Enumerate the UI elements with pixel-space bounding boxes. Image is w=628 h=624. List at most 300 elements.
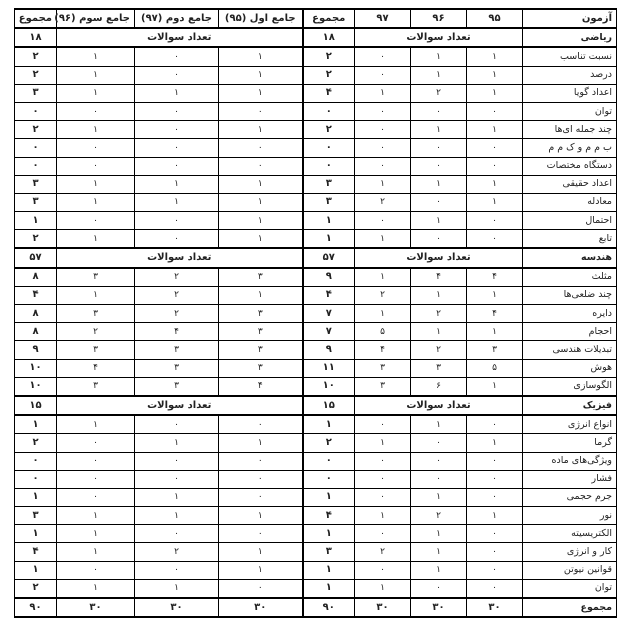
table-row <box>15 434 617 452</box>
topic-label: اعداد گویا <box>523 84 617 102</box>
value-96: ۰ <box>411 193 467 211</box>
value-96: ۱ <box>411 175 467 193</box>
header-96: ۹۶ <box>411 9 467 28</box>
value-comprehensive-2: ۱ <box>135 193 219 211</box>
value-95: ۴ <box>467 305 523 323</box>
topic-label: چند ضلعی‌ها <box>523 286 617 304</box>
topic-label: ب م م و ک م م <box>523 139 617 157</box>
value-comprehensive-3: ۰ <box>57 488 135 506</box>
value-95: ۰ <box>467 212 523 230</box>
table-row <box>15 470 617 488</box>
exam-analysis-table-container <box>14 8 616 618</box>
value-comprehensive-3: ۱ <box>57 543 135 561</box>
value-95: ۱ <box>467 323 523 341</box>
value-comprehensive-1: ۰ <box>219 157 303 175</box>
topic-label: توان <box>523 579 617 598</box>
topic-label: گرما <box>523 434 617 452</box>
row-sum-2: ۱ <box>15 488 57 506</box>
section-sum-2: ۱۵ <box>15 396 57 415</box>
value-comprehensive-2: ۴ <box>135 323 219 341</box>
value-comprehensive-3: ۱ <box>57 579 135 598</box>
value-95: ۳ <box>467 341 523 359</box>
row-sum-1: ۹ <box>303 341 355 359</box>
value-comprehensive-2: ۱ <box>135 507 219 525</box>
value-95: ۰ <box>467 488 523 506</box>
value-comprehensive-2: ۰ <box>135 561 219 579</box>
value-97: ۲ <box>355 286 411 304</box>
row-sum-2: ۴ <box>15 543 57 561</box>
total-96: ۳۰ <box>411 598 467 617</box>
row-sum-1: ۳ <box>303 175 355 193</box>
section-sum-2: ۱۸ <box>15 28 57 47</box>
value-97: ۰ <box>355 121 411 139</box>
table-row <box>15 323 617 341</box>
value-95: ۰ <box>467 230 523 249</box>
row-sum-2: ۸ <box>15 268 57 287</box>
value-comprehensive-2: ۱ <box>135 579 219 598</box>
value-96: ۰ <box>411 139 467 157</box>
value-95: ۱ <box>467 193 523 211</box>
section-count-label-1: تعداد سوالات <box>355 28 523 47</box>
value-comprehensive-3: ۰ <box>57 561 135 579</box>
value-comprehensive-3: ۰ <box>57 470 135 488</box>
value-95: ۱ <box>467 66 523 84</box>
value-97: ۱ <box>355 305 411 323</box>
value-comprehensive-2: ۰ <box>135 121 219 139</box>
value-comprehensive-2: ۲ <box>135 268 219 287</box>
section-count-label-1: تعداد سوالات <box>355 396 523 415</box>
row-sum-1: ۱۰ <box>303 377 355 396</box>
row-sum-1: ۷ <box>303 323 355 341</box>
row-sum-2: ۱۰ <box>15 359 57 377</box>
value-comprehensive-2: ۱ <box>135 84 219 102</box>
topic-label: دستگاه مختصات <box>523 157 617 175</box>
table-row <box>15 84 617 102</box>
totals-label: مجموع <box>523 598 617 617</box>
table-row <box>15 175 617 193</box>
value-95: ۱ <box>467 507 523 525</box>
row-sum-1: ۰ <box>303 139 355 157</box>
value-96: ۱ <box>411 286 467 304</box>
value-95: ۱ <box>467 47 523 66</box>
value-comprehensive-1: ۱ <box>219 543 303 561</box>
table-row <box>15 268 617 287</box>
row-sum-1: ۲ <box>303 66 355 84</box>
value-comprehensive-3: ۴ <box>57 359 135 377</box>
value-96: ۳ <box>411 359 467 377</box>
topic-label: کار و انرژی <box>523 543 617 561</box>
value-comprehensive-3: ۱ <box>57 415 135 434</box>
value-96: ۲ <box>411 507 467 525</box>
topic-label: قوانین نیوتن <box>523 561 617 579</box>
section-title: هندسه <box>523 248 617 267</box>
value-96: ۱ <box>411 66 467 84</box>
section-sum-1: ۵۷ <box>303 248 355 267</box>
value-comprehensive-1: ۰ <box>219 579 303 598</box>
value-comprehensive-1: ۱ <box>219 507 303 525</box>
value-comprehensive-1: ۴ <box>219 377 303 396</box>
row-sum-1: ۱ <box>303 525 355 543</box>
value-96: ۰ <box>411 470 467 488</box>
topic-label: تبدیلات هندسی <box>523 341 617 359</box>
row-sum-1: ۰ <box>303 102 355 120</box>
value-97: ۱ <box>355 579 411 598</box>
value-97: ۰ <box>355 561 411 579</box>
section-count-label-1: تعداد سوالات <box>355 248 523 267</box>
total-comprehensive-1: ۳۰ <box>219 598 303 617</box>
value-95: ۱ <box>467 286 523 304</box>
row-sum-2: ۱ <box>15 415 57 434</box>
row-sum-1: ۷ <box>303 305 355 323</box>
exam-analysis-table <box>14 8 617 618</box>
header-sum-2: مجموع <box>15 9 57 28</box>
value-comprehensive-2: ۰ <box>135 139 219 157</box>
value-comprehensive-2: ۲ <box>135 543 219 561</box>
header-comprehensive-1: جامع اول (۹۵) <box>219 9 303 28</box>
table-row <box>15 359 617 377</box>
value-97: ۲ <box>355 193 411 211</box>
row-sum-2: ۳ <box>15 193 57 211</box>
table-row <box>15 377 617 396</box>
value-comprehensive-2: ۰ <box>135 66 219 84</box>
value-comprehensive-1: ۱ <box>219 212 303 230</box>
table-row <box>15 452 617 470</box>
value-97: ۴ <box>355 341 411 359</box>
value-comprehensive-1: ۱ <box>219 175 303 193</box>
row-sum-1: ۹ <box>303 268 355 287</box>
row-sum-2: ۲ <box>15 47 57 66</box>
totals-row <box>15 598 617 617</box>
topic-label: هوش <box>523 359 617 377</box>
header-exam-label: آزمون <box>523 9 617 28</box>
value-comprehensive-2: ۱ <box>135 434 219 452</box>
value-comprehensive-2: ۲ <box>135 305 219 323</box>
value-96: ۰ <box>411 452 467 470</box>
value-97: ۱ <box>355 84 411 102</box>
value-comprehensive-2: ۰ <box>135 157 219 175</box>
table-row <box>15 139 617 157</box>
value-comprehensive-1: ۰ <box>219 139 303 157</box>
value-comprehensive-2: ۲ <box>135 286 219 304</box>
value-comprehensive-1: ۰ <box>219 488 303 506</box>
row-sum-2: ۲ <box>15 579 57 598</box>
value-95: ۱ <box>467 121 523 139</box>
row-sum-1: ۲ <box>303 434 355 452</box>
table-row <box>15 157 617 175</box>
topic-label: نسبت تناسب <box>523 47 617 66</box>
value-comprehensive-3: ۳ <box>57 268 135 287</box>
row-sum-1: ۱۱ <box>303 359 355 377</box>
row-sum-2: ۳ <box>15 84 57 102</box>
row-sum-2: ۹ <box>15 341 57 359</box>
row-sum-2: ۰ <box>15 102 57 120</box>
value-comprehensive-3: ۱ <box>57 84 135 102</box>
topic-label: توان <box>523 102 617 120</box>
total-97: ۳۰ <box>355 598 411 617</box>
section-title: فیزیک <box>523 396 617 415</box>
value-95: ۰ <box>467 139 523 157</box>
total-sum-1: ۹۰ <box>303 598 355 617</box>
value-comprehensive-3: ۱ <box>57 525 135 543</box>
value-comprehensive-3: ۱ <box>57 286 135 304</box>
value-97: ۰ <box>355 212 411 230</box>
value-comprehensive-1: ۰ <box>219 102 303 120</box>
table-row <box>15 579 617 598</box>
value-comprehensive-3: ۱ <box>57 121 135 139</box>
row-sum-2: ۱ <box>15 212 57 230</box>
row-sum-2: ۲ <box>15 230 57 249</box>
value-97: ۱ <box>355 434 411 452</box>
value-comprehensive-2: ۰ <box>135 212 219 230</box>
topic-label: مثلث <box>523 268 617 287</box>
table-row <box>15 193 617 211</box>
row-sum-2: ۸ <box>15 323 57 341</box>
row-sum-2: ۳ <box>15 175 57 193</box>
row-sum-1: ۰ <box>303 157 355 175</box>
value-comprehensive-2: ۰ <box>135 452 219 470</box>
table-body <box>15 9 617 617</box>
value-comprehensive-3: ۲ <box>57 323 135 341</box>
topic-label: معادله <box>523 193 617 211</box>
value-comprehensive-3: ۳ <box>57 377 135 396</box>
value-96: ۶ <box>411 377 467 396</box>
value-97: ۱ <box>355 230 411 249</box>
value-95: ۱ <box>467 377 523 396</box>
value-comprehensive-3: ۰ <box>57 102 135 120</box>
value-95: ۵ <box>467 359 523 377</box>
value-comprehensive-3: ۰ <box>57 434 135 452</box>
topic-label: دایره <box>523 305 617 323</box>
value-97: ۰ <box>355 470 411 488</box>
topic-label: ویژگی‌های ماده <box>523 452 617 470</box>
row-sum-2: ۰ <box>15 452 57 470</box>
value-comprehensive-3: ۳ <box>57 341 135 359</box>
value-95: ۰ <box>467 470 523 488</box>
topic-label: جرم حجمی <box>523 488 617 506</box>
value-comprehensive-3: ۳ <box>57 305 135 323</box>
value-comprehensive-1: ۱ <box>219 121 303 139</box>
value-97: ۰ <box>355 47 411 66</box>
table-row <box>15 102 617 120</box>
row-sum-1: ۴ <box>303 84 355 102</box>
table-row <box>15 212 617 230</box>
topic-label: چند جمله ای‌ها <box>523 121 617 139</box>
row-sum-1: ۲ <box>303 47 355 66</box>
row-sum-2: ۱ <box>15 525 57 543</box>
value-comprehensive-3: ۰ <box>57 212 135 230</box>
row-sum-2: ۰ <box>15 157 57 175</box>
value-97: ۰ <box>355 488 411 506</box>
value-96: ۰ <box>411 230 467 249</box>
total-comprehensive-3: ۳۰ <box>57 598 135 617</box>
table-row <box>15 341 617 359</box>
value-comprehensive-1: ۰ <box>219 452 303 470</box>
section-header-row <box>15 28 617 47</box>
value-95: ۴ <box>467 268 523 287</box>
table-row <box>15 305 617 323</box>
value-97: ۰ <box>355 415 411 434</box>
value-comprehensive-1: ۳ <box>219 323 303 341</box>
value-95: ۰ <box>467 525 523 543</box>
row-sum-1: ۱ <box>303 415 355 434</box>
value-comprehensive-1: ۱ <box>219 230 303 249</box>
value-comprehensive-3: ۱ <box>57 47 135 66</box>
table-row <box>15 415 617 434</box>
value-97: ۰ <box>355 525 411 543</box>
header-comprehensive-3: جامع سوم (۹۶) <box>57 9 135 28</box>
value-95: ۰ <box>467 543 523 561</box>
section-count-label-2: تعداد سوالات <box>57 396 303 415</box>
value-comprehensive-1: ۱ <box>219 84 303 102</box>
value-96: ۱ <box>411 121 467 139</box>
row-sum-1: ۳ <box>303 543 355 561</box>
value-comprehensive-1: ۱ <box>219 47 303 66</box>
value-96: ۱ <box>411 543 467 561</box>
total-95: ۳۰ <box>467 598 523 617</box>
header-comprehensive-2: جامع دوم (۹۷) <box>135 9 219 28</box>
table-row <box>15 488 617 506</box>
value-95: ۰ <box>467 452 523 470</box>
table-row <box>15 507 617 525</box>
value-97: ۰ <box>355 139 411 157</box>
value-comprehensive-2: ۰ <box>135 470 219 488</box>
value-95: ۰ <box>467 157 523 175</box>
row-sum-1: ۳ <box>303 193 355 211</box>
value-96: ۱ <box>411 323 467 341</box>
value-comprehensive-3: ۱ <box>57 230 135 249</box>
value-95: ۰ <box>467 415 523 434</box>
row-sum-1: ۴ <box>303 286 355 304</box>
table-row <box>15 543 617 561</box>
value-comprehensive-1: ۰ <box>219 525 303 543</box>
value-comprehensive-2: ۳ <box>135 359 219 377</box>
value-comprehensive-3: ۱ <box>57 507 135 525</box>
value-comprehensive-2: ۰ <box>135 230 219 249</box>
row-sum-2: ۰ <box>15 139 57 157</box>
value-96: ۴ <box>411 268 467 287</box>
section-sum-1: ۱۸ <box>303 28 355 47</box>
value-97: ۳ <box>355 377 411 396</box>
header-97: ۹۷ <box>355 9 411 28</box>
value-96: ۱ <box>411 561 467 579</box>
row-sum-2: ۰ <box>15 470 57 488</box>
value-96: ۲ <box>411 84 467 102</box>
value-97: ۱ <box>355 268 411 287</box>
topic-label: الکتریسیته <box>523 525 617 543</box>
row-sum-2: ۲ <box>15 66 57 84</box>
value-comprehensive-2: ۱ <box>135 488 219 506</box>
row-sum-1: ۱ <box>303 212 355 230</box>
section-title: ریاضی <box>523 28 617 47</box>
section-header-row <box>15 396 617 415</box>
table-row <box>15 121 617 139</box>
value-comprehensive-1: ۱ <box>219 66 303 84</box>
section-sum-1: ۱۵ <box>303 396 355 415</box>
table-row <box>15 286 617 304</box>
row-sum-1: ۰ <box>303 470 355 488</box>
value-comprehensive-3: ۱ <box>57 66 135 84</box>
topic-label: انواع انرژی <box>523 415 617 434</box>
value-comprehensive-1: ۳ <box>219 268 303 287</box>
table-row <box>15 66 617 84</box>
section-header-row <box>15 248 617 267</box>
value-97: ۰ <box>355 66 411 84</box>
value-comprehensive-2: ۰ <box>135 102 219 120</box>
value-95: ۰ <box>467 561 523 579</box>
row-sum-2: ۲ <box>15 121 57 139</box>
topic-label: تابع <box>523 230 617 249</box>
row-sum-1: ۲ <box>303 121 355 139</box>
value-comprehensive-3: ۰ <box>57 452 135 470</box>
total-sum-2: ۹۰ <box>15 598 57 617</box>
value-comprehensive-1: ۳ <box>219 359 303 377</box>
value-96: ۲ <box>411 341 467 359</box>
value-96: ۰ <box>411 102 467 120</box>
section-count-label-2: تعداد سوالات <box>57 28 303 47</box>
header-sum-1: مجموع <box>303 9 355 28</box>
value-comprehensive-2: ۰ <box>135 47 219 66</box>
row-sum-2: ۱ <box>15 561 57 579</box>
value-97: ۰ <box>355 157 411 175</box>
value-comprehensive-1: ۰ <box>219 470 303 488</box>
value-97: ۵ <box>355 323 411 341</box>
total-comprehensive-2: ۳۰ <box>135 598 219 617</box>
table-row <box>15 561 617 579</box>
row-sum-2: ۴ <box>15 286 57 304</box>
value-comprehensive-2: ۳ <box>135 341 219 359</box>
value-97: ۱ <box>355 175 411 193</box>
value-comprehensive-3: ۰ <box>57 157 135 175</box>
topic-label: نور <box>523 507 617 525</box>
value-95: ۱ <box>467 175 523 193</box>
table-row <box>15 47 617 66</box>
value-96: ۰ <box>411 434 467 452</box>
row-sum-1: ۰ <box>303 452 355 470</box>
value-comprehensive-1: ۱ <box>219 286 303 304</box>
value-96: ۲ <box>411 305 467 323</box>
value-96: ۱ <box>411 212 467 230</box>
value-95: ۰ <box>467 579 523 598</box>
value-95: ۱ <box>467 84 523 102</box>
row-sum-2: ۲ <box>15 434 57 452</box>
value-comprehensive-2: ۱ <box>135 175 219 193</box>
topic-label: احجام <box>523 323 617 341</box>
value-comprehensive-1: ۱ <box>219 561 303 579</box>
value-97: ۰ <box>355 452 411 470</box>
value-comprehensive-2: ۳ <box>135 377 219 396</box>
row-sum-1: ۱ <box>303 488 355 506</box>
row-sum-2: ۳ <box>15 507 57 525</box>
header-row <box>15 9 617 28</box>
row-sum-1: ۱ <box>303 579 355 598</box>
row-sum-1: ۱ <box>303 561 355 579</box>
topic-label: اعداد حقیقی <box>523 175 617 193</box>
row-sum-1: ۴ <box>303 507 355 525</box>
value-comprehensive-3: ۰ <box>57 139 135 157</box>
value-97: ۱ <box>355 507 411 525</box>
value-comprehensive-1: ۱ <box>219 193 303 211</box>
value-comprehensive-1: ۱ <box>219 434 303 452</box>
value-97: ۳ <box>355 359 411 377</box>
topic-label: احتمال <box>523 212 617 230</box>
row-sum-1: ۱ <box>303 230 355 249</box>
value-comprehensive-2: ۰ <box>135 415 219 434</box>
value-comprehensive-1: ۳ <box>219 305 303 323</box>
table-row <box>15 230 617 249</box>
table-row <box>15 525 617 543</box>
row-sum-2: ۱۰ <box>15 377 57 396</box>
topic-label: درصد <box>523 66 617 84</box>
